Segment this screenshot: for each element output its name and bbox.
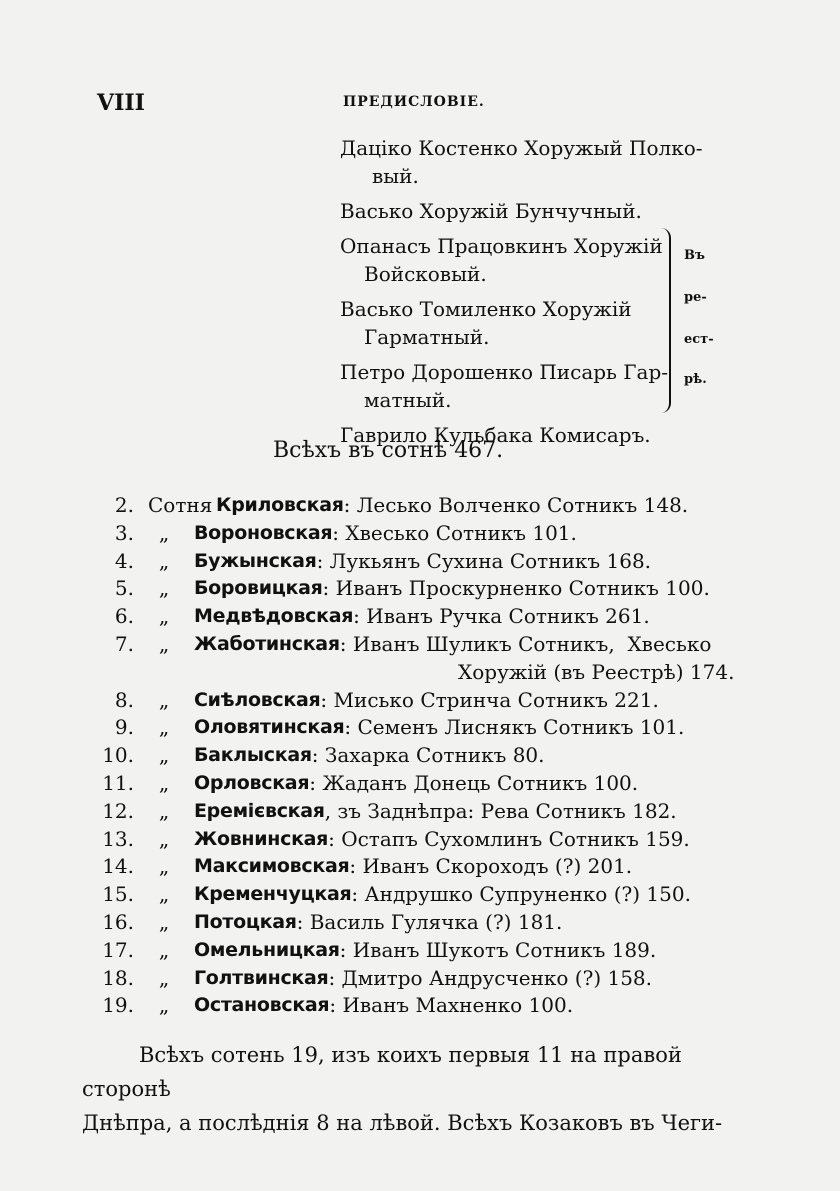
roster-line-cont: вый. (372, 164, 419, 188)
sotnya-row (90, 492, 730, 520)
sotnya-row (90, 937, 730, 965)
ditto-mark: „ (158, 882, 170, 907)
ditto-mark: „ (158, 909, 170, 934)
row-number: 12. (102, 798, 134, 823)
sotnya-row (90, 909, 730, 937)
roster-line: Петро Дорошенко Писарь Гар- (340, 360, 669, 384)
sotnya-list (90, 492, 735, 1020)
side-note-line: Въ (684, 248, 705, 263)
ditto-mark: „ (158, 548, 170, 573)
sotnya-row (90, 603, 730, 631)
sotnya-total: Всѣхъ въ сотнѣ 467. (273, 438, 504, 463)
roster-line: Васько Хоружій Бунчучный. (340, 199, 642, 223)
sotnya-row (90, 631, 730, 659)
sotnya-row (90, 853, 730, 881)
sotnya-detail: : Андрушко Супруненко (?) 150. (351, 882, 691, 907)
sotnya-row (90, 714, 730, 742)
sotnya-name: Еремієвская (194, 799, 325, 822)
row-label: Сотня (148, 493, 213, 517)
sotnya-detail: : Мисько Стринча Сотникъ 221. (320, 687, 659, 712)
sotnya-detail: : Иванъ Скороходъ (?) 201. (349, 854, 633, 879)
sotnya-name: Потоцкая (194, 910, 297, 933)
ditto-mark: „ (158, 965, 170, 990)
sotnya-name: Криловская (216, 494, 344, 516)
sotnya-name: Жовнинская (194, 827, 329, 850)
sotnya-detail: : Лесько Волченко Сотникъ 148. (343, 493, 689, 517)
sotnya-detail: : Василь Гулячка (?) 181. (296, 909, 563, 934)
ditto-mark: „ (158, 687, 170, 712)
sotnya-detail: : Семенъ Лиснякъ Сотникъ 101. (344, 715, 685, 740)
sotnya-row (90, 992, 730, 1020)
sotnya-detail: : Захарка Сотникъ 80. (311, 743, 545, 768)
roster-line-cont: Войсковый. (364, 262, 487, 286)
ditto-mark: „ (158, 770, 170, 795)
ditto-mark: „ (158, 520, 170, 545)
sotnya-name: Максимовская (194, 855, 350, 878)
roster-entry (340, 358, 730, 414)
summary-line: Всѣхъ сотень 19, изъ коихъ первыя 11 на правой сторонѣ (82, 1043, 682, 1101)
sotnya-detail: : Иванъ Проскурненко Сотникъ 100. (322, 576, 710, 601)
brace-bracket (657, 228, 671, 413)
sotnya-row (90, 965, 730, 993)
row-number: 7. (114, 631, 134, 656)
sotnya-row (90, 798, 730, 826)
ditto-mark: „ (158, 993, 170, 1018)
sotnya-detail: : Иванъ Шуликъ Сотникъ, Хвесько (339, 631, 712, 656)
row-number: 11. (102, 770, 134, 795)
sotnya-name: Кременчуцкая (194, 883, 352, 906)
row-number: 10. (102, 743, 134, 768)
row-number: 19. (102, 993, 134, 1018)
ditto-mark: „ (158, 743, 170, 768)
row-number: 6. (114, 604, 134, 629)
side-note-line: рѣ. (684, 372, 707, 387)
sotnya-row (90, 548, 730, 576)
row-number: 2. (114, 493, 134, 517)
ditto-mark: „ (158, 631, 170, 656)
sotnya-detail: : Хвесько Сотникъ 101. (332, 520, 577, 545)
sotnya-detail: : Лукьянъ Сухина Сотникъ 168. (316, 548, 652, 573)
sotnya-detail: : Иванъ Махненко 100. (329, 993, 574, 1018)
sotnya-row (90, 687, 730, 715)
ditto-mark: „ (158, 937, 170, 962)
sotnya-row (90, 742, 730, 770)
sotnya-name: Омельницкая (194, 938, 340, 961)
sotnya-detail-cont: Хоружій (въ Реестрѣ) 174. (458, 659, 735, 684)
side-note-line: ест- (684, 332, 714, 347)
side-note-line: ре- (684, 290, 707, 305)
sotnya-name: Сиѣловская (194, 688, 321, 711)
roster-entry (340, 295, 730, 351)
sotnya-detail: : Жаданъ Донець Сотникъ 100. (309, 770, 639, 795)
row-number: 9. (114, 715, 134, 740)
sotnya-detail: , зъ Заднѣпра: Рева Сотникъ 182. (324, 798, 677, 823)
page-number: VIII (97, 90, 145, 116)
sotnya-name: Голтвинская (194, 966, 329, 989)
roster-line: Даціко Костенко Хоружый Полко- (340, 136, 703, 160)
sotnya-name: Орловская (194, 771, 310, 794)
officer-roster (340, 134, 730, 456)
sotnya-row (90, 770, 730, 798)
row-number: 16. (102, 909, 134, 934)
sotnya-name: Баклыская (194, 744, 312, 767)
row-number: 17. (102, 937, 134, 962)
roster-entry (340, 134, 730, 190)
sotnya-detail: : Иванъ Шукотъ Сотникъ 189. (339, 937, 657, 962)
summary-paragraph (82, 1038, 732, 1140)
roster-line: Гаврило Кульбака Комисаръ. (340, 423, 651, 447)
sotnya-name: Вороновская (194, 521, 333, 544)
sotnya-detail: : Иванъ Ручка Сотникъ 261. (353, 604, 650, 629)
sotnya-detail: : Остапъ Сухомлинъ Сотникъ 159. (328, 826, 690, 851)
sotnya-name: Жаботинская (194, 632, 340, 655)
sotnya-detail: : Дмитро Андрусченко (?) 158. (328, 965, 653, 990)
ditto-mark: „ (158, 798, 170, 823)
sotnya-row (90, 520, 730, 548)
sotnya-name: Остановская (194, 994, 330, 1017)
ditto-mark: „ (158, 576, 170, 601)
sotnya-name: Боровицкая (194, 577, 323, 600)
ditto-mark: „ (158, 826, 170, 851)
row-number: 3. (114, 520, 134, 545)
summary-line: Днѣпра, а послѣднія 8 на лѣвой. Всѣхъ Козаковъ въ Чеги- (82, 1111, 723, 1135)
roster-line-cont: Гарматный. (364, 325, 490, 349)
roster-entry (340, 197, 730, 225)
sotnya-row (90, 826, 730, 854)
roster-line: Опанасъ Працовкинъ Хоружій (340, 234, 663, 258)
row-number: 15. (102, 882, 134, 907)
sotnya-name: Бужынская (194, 549, 317, 572)
row-number: 5. (114, 576, 134, 601)
roster-line: Васько Томиленко Хоружій (340, 297, 632, 321)
ditto-mark: „ (158, 604, 170, 629)
row-number: 4. (114, 548, 134, 573)
row-number: 18. (102, 965, 134, 990)
running-head: ПРЕДИСЛОВІЕ. (343, 94, 485, 110)
ditto-mark: „ (158, 715, 170, 740)
roster-line-cont: матный. (364, 388, 452, 412)
sotnya-row-cont (90, 659, 735, 687)
sotnya-name: Оловятинская (194, 716, 345, 739)
row-number: 8. (114, 687, 134, 712)
row-number: 13. (102, 826, 134, 851)
sotnya-row (90, 881, 730, 909)
row-number: 14. (102, 854, 134, 879)
ditto-mark: „ (158, 854, 170, 879)
roster-entry (340, 232, 730, 288)
sotnya-name: Медвѣдовская (194, 605, 354, 628)
sotnya-row (90, 575, 730, 603)
